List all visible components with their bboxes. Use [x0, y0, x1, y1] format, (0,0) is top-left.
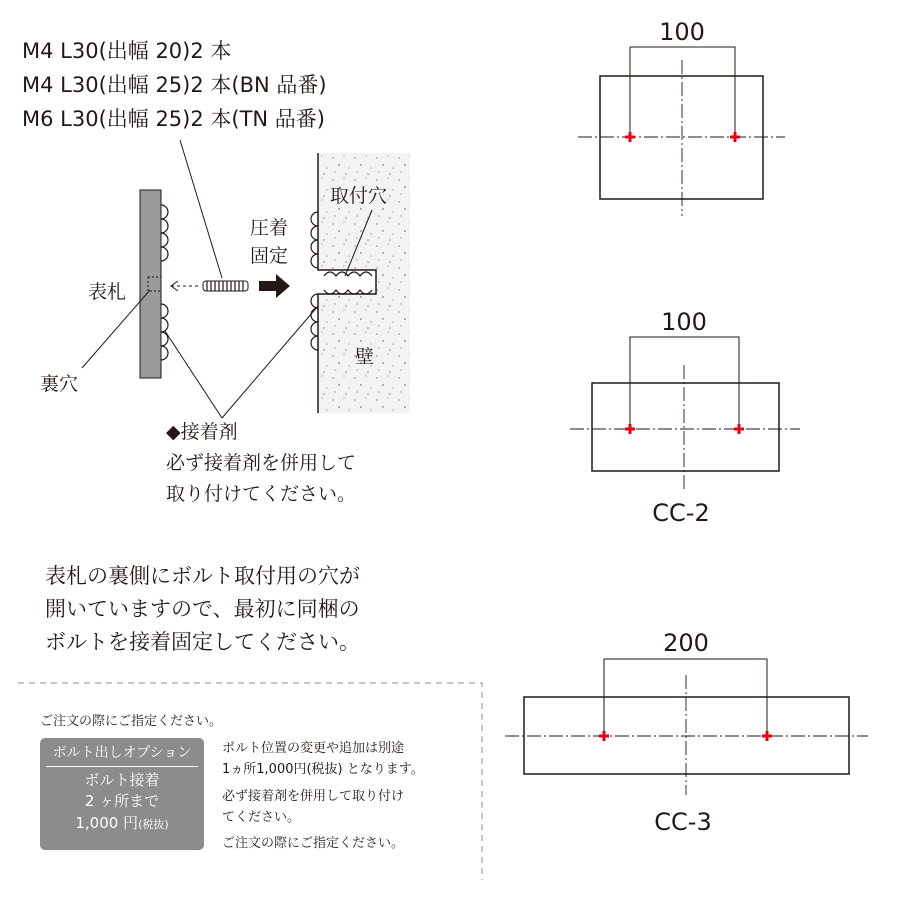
order-note-top: ご注文の際にご指定ください。: [40, 714, 223, 729]
plate-outline: [592, 383, 779, 471]
bolt-position-mark: [734, 424, 744, 434]
label-wall: 壁: [355, 346, 375, 368]
instruction-line-1: 表札の裏側にボルト取付用の穴が: [45, 564, 360, 588]
order-detail-1: ボルト位置の変更や追加は別途: [222, 741, 405, 756]
order-detail-2: 1ヵ所1,000円(税抜) となります。: [222, 762, 424, 777]
dimension-drawing-3: [505, 629, 868, 836]
plate-outline: [524, 697, 849, 774]
dimension-spacing: 200: [663, 629, 709, 657]
label-mount-hole: 取付穴: [330, 181, 387, 208]
label-back-hole: 裏穴: [40, 373, 79, 395]
order-detail-5: ご注文の際にご指定ください。: [222, 836, 405, 851]
bolt-position-mark: [599, 731, 609, 741]
bolt-position-mark: [625, 424, 635, 434]
badge-tax: (税抜): [138, 818, 169, 831]
bolt-spec-1: M4 L30(出幅 20)2 本: [22, 39, 232, 63]
model-label: CC-3: [654, 808, 712, 836]
badge-price: 1,000 円: [75, 814, 139, 832]
label-nameplate: 表札: [88, 281, 127, 303]
dimension-drawing-2: [570, 308, 800, 527]
label-press-fix-2: 固定: [250, 245, 289, 267]
dimension-bracket: [630, 47, 735, 137]
bolt-spec-2: M4 L30(出幅 25)2 本(BN 品番): [22, 73, 327, 97]
instruction-line-3: ボルトを接着固定してください。: [45, 630, 360, 654]
adhesive-title: ◆接着剤: [166, 421, 238, 443]
bolt-position-mark: [625, 132, 635, 142]
badge-line-1: ボルト接着: [84, 771, 160, 789]
bolt-spec-3: M6 L30(出幅 25)2 本(TN 品番): [22, 107, 325, 131]
dimension-spacing: 100: [661, 308, 707, 336]
adhesive-line-2: 取り付けてください。: [166, 483, 357, 505]
badge-line-2: 2 ヶ所まで: [84, 792, 160, 810]
bolt-position-mark: [730, 132, 740, 142]
instruction-line-2: 開いていますので、最初に同梱の: [45, 597, 360, 621]
dimension-spacing: 100: [659, 18, 705, 46]
dimension-drawing-1: [578, 18, 785, 216]
label-press-fix-1: 圧着: [250, 217, 289, 239]
order-detail-4: てください。: [222, 810, 301, 825]
order-detail-3: 必ず接着剤を併用して取り付け: [222, 789, 405, 804]
bolt-position-mark: [762, 731, 772, 741]
badge-header: ボルト出しオプション: [52, 745, 192, 761]
model-label: CC-2: [652, 499, 710, 527]
adhesive-line-1: 必ず接着剤を併用して: [166, 452, 357, 474]
